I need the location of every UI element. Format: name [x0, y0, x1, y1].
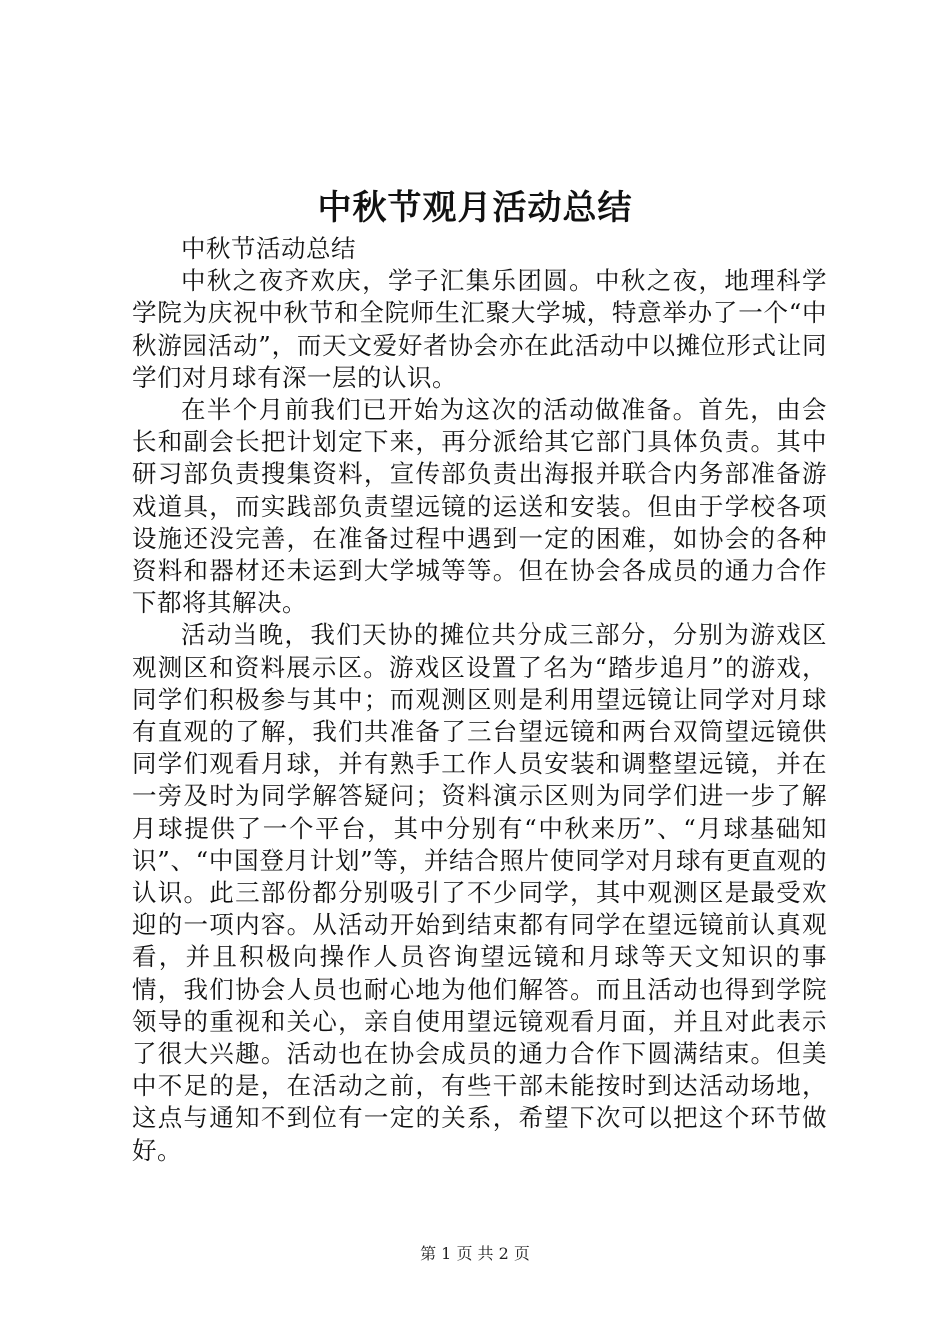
preparation-paragraph: 在半个月前我们已开始为这次的活动做准备。首先，由会长和副会长把计划定下来，再分派给其它部门具体负责。其中研习部负责搜集资料，宣传部负责出海报并联合内务部准备游戏道具，而实践部负责望远镜的运送和安装。但由于学校各项设施还没完善，在准备过程中遇到一定的困难，如协会的各种资料和器材还未运到大学城等等。但在协会各成员的通力合作下都将其解决。: [132, 395, 827, 618]
page-number-footer: 第 1 页 共 2 页: [420, 1244, 530, 1263]
document-title: 中秋节观月活动总结: [317, 188, 633, 228]
intro-paragraph: 中秋之夜齐欢庆，学子汇集乐团圆。中秋之夜，地理科学学院为庆祝中秋节和全院师生汇聚大学城，特意举办了一个“中秋游园活动”，而天文爱好者协会亦在此活动中以摊位形式让同学们对月球有深一层的认识。: [132, 266, 827, 392]
subtitle-paragraph: 中秋节活动总结: [181, 234, 356, 263]
event-night-paragraph: 活动当晚，我们天协的摊位共分成三部分，分别为游戏区观测区和资料展示区。游戏区设置了名为“踏步追月”的游戏，同学们积极参与其中；而观测区则是利用望远镜让同学对月球有直观的了解，我们共准备了三台望远镜和两台双筒望远镜供同学们观看月球，并有熟手工作人员安装和调整望远镜，并在一旁及时为同学解答疑问；资料演示区则为同学们进一步了解月球提供了一个平台，其中分别有“中秋来历”、“月球基础知识”、“中国登月计划”等，并结合照片使同学对月球有更直观的认识。此三部份都分别吸引了不少同学，其中观测区是最受欢迎的一项内容。从活动开始到结束都有同学在望远镜前认真观看，并且积极向操作人员咨询望远镜和月球等天文知识的事情，我们协会人员也耐心地为他们解答。而且活动也得到学院领导的重视和关心，亲自使用望远镜观看月面，并且对此表示了很大兴趣。活动也在协会成员的通力合作下圆满结束。但美中不足的是，在活动之前，有些干部未能按时到达活动场地，这点与通知不到位有一定的关系，希望下次可以把这个环节做好。: [132, 620, 827, 1165]
document-body: [132, 233, 827, 1167]
